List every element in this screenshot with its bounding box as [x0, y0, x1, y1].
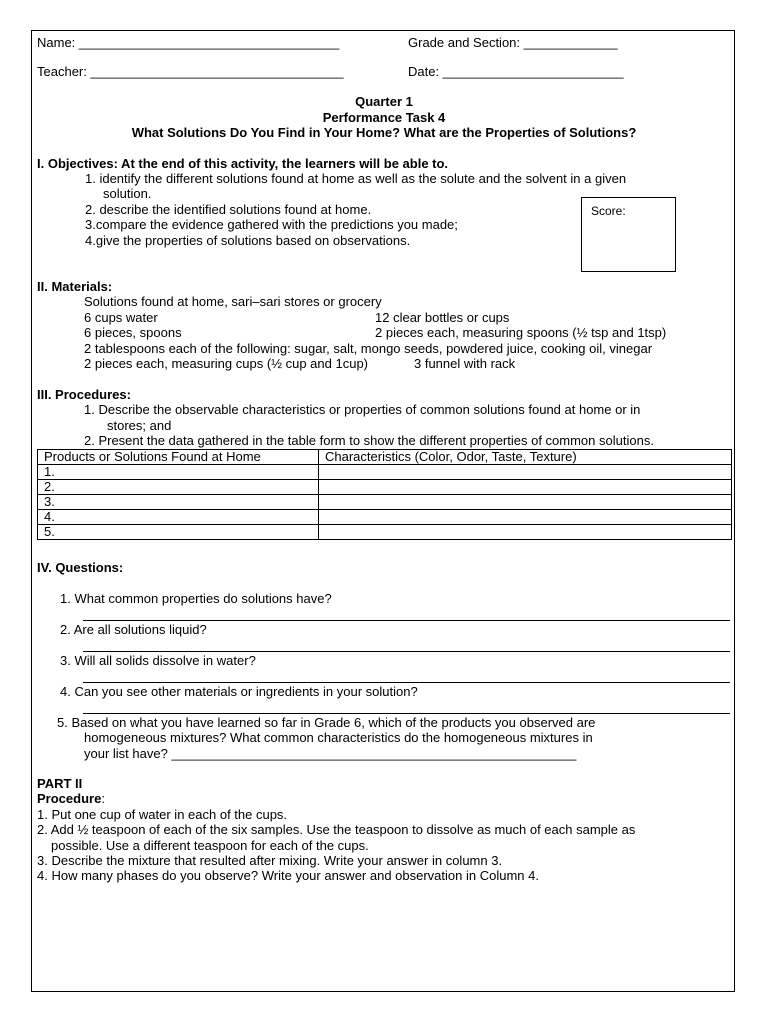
table-cell[interactable]: 3. — [38, 495, 319, 510]
table-cell[interactable] — [319, 465, 732, 480]
table-cell[interactable] — [319, 495, 732, 510]
answer-line[interactable] — [83, 620, 730, 621]
part2-heading: PART II — [37, 776, 83, 791]
materials-line: Solutions found at home, sari–sari stores or grocery — [84, 294, 382, 309]
table-header-row — [38, 450, 732, 465]
worksheet-page — [31, 30, 735, 992]
table-cell[interactable]: 4. — [38, 510, 319, 525]
procedure-item: 2. Present the data gathered in the table form to show the different properties of common solutions. — [84, 433, 654, 448]
table-header-characteristics: Characteristics (Color, Odor, Taste, Texture) — [319, 450, 732, 465]
table-row — [38, 465, 732, 480]
part2-step: possible. Use a different teaspoon for each of the cups. — [51, 838, 369, 853]
grade-section-field[interactable]: Grade and Section: _____________ — [408, 35, 618, 50]
materials-line: 2 tablespoons each of the following: sugar, salt, mongo seeds, powdered juice, cooking oil, vinegar — [84, 341, 653, 356]
table-header-products: Products or Solutions Found at Home — [38, 450, 319, 465]
materials-item: 6 cups water — [84, 310, 158, 325]
table-cell[interactable] — [319, 480, 732, 495]
score-label: Score: — [591, 204, 626, 218]
quarter-title: Quarter 1 — [355, 94, 413, 109]
part2-step: 3. Describe the mixture that resulted after mixing. Write your answer in column 3. — [37, 853, 503, 868]
teacher-field[interactable]: Teacher: ___________________________________ — [37, 64, 344, 79]
objectives-heading: I. Objectives: At the end of this activity, the learners will be able to. — [37, 156, 449, 171]
table-cell[interactable]: 1. — [38, 465, 319, 480]
question-item: 3. Will all solids dissolve in water? — [60, 653, 256, 668]
procedures-heading: III. Procedures: — [37, 387, 131, 402]
objective-item: solution. — [103, 186, 152, 201]
score-box[interactable] — [581, 197, 676, 272]
questions-heading: IV. Questions: — [37, 560, 124, 575]
materials-item: 2 pieces each, measuring spoons (½ tsp and 1tsp) — [375, 325, 667, 340]
question-item: 5. Based on what you have learned so far in Grade 6, which of the products you observed are — [57, 715, 596, 730]
table-cell[interactable] — [319, 510, 732, 525]
part2-step: 1. Put one cup of water in each of the cups. — [37, 807, 288, 822]
answer-line[interactable] — [83, 682, 730, 683]
part2-step: 4. How many phases do you observe? Write your answer and observation in Column 4. — [37, 868, 539, 883]
answer-line[interactable] — [83, 651, 730, 652]
objective-item: 2. describe the identified solutions found at home. — [85, 202, 372, 217]
date-field[interactable]: Date: _________________________ — [408, 64, 624, 79]
table-row — [38, 495, 732, 510]
answer-line[interactable] — [83, 713, 730, 714]
objective-item: 1. identify the different solutions found at home as well as the solute and the solvent in a given — [85, 171, 627, 186]
table-cell[interactable]: 5. — [38, 525, 319, 540]
materials-item: 2 pieces each, measuring cups (½ cup and 1cup) — [84, 356, 369, 371]
procedure-label — [37, 791, 105, 806]
task-title: Performance Task 4 — [322, 110, 446, 125]
objective-item: 4.give the properties of solutions based on observations. — [85, 233, 411, 248]
table-cell[interactable] — [319, 525, 732, 540]
table-row — [38, 480, 732, 495]
table-cell[interactable]: 2. — [38, 480, 319, 495]
objective-item: 3.compare the evidence gathered with the predictions you made; — [85, 217, 458, 232]
question-item: 2. Are all solutions liquid? — [60, 622, 207, 637]
procedure-item: stores; and — [107, 418, 172, 433]
materials-item: 3 funnel with rack — [414, 356, 516, 371]
table-row — [38, 525, 732, 540]
materials-item: 6 pieces, spoons — [84, 325, 182, 340]
page-title: What Solutions Do You Find in Your Home? What are the Properties of Solutions? — [131, 125, 637, 140]
procedure-label-colon: : — [101, 791, 105, 806]
question-item: homogeneous mixtures? What common characteristics do the homogeneous mixtures in — [84, 730, 593, 745]
table-row — [38, 510, 732, 525]
properties-table — [37, 449, 732, 540]
question-item[interactable]: your list have? ________________________________________________________ — [84, 746, 577, 761]
name-field[interactable]: Name: ____________________________________ — [37, 35, 340, 50]
procedure-label-text: Procedure — [37, 791, 102, 806]
question-item: 1. What common properties do solutions have? — [60, 591, 332, 606]
procedure-item: 1. Describe the observable characteristics or properties of common solutions found at home or in — [84, 402, 641, 417]
question-item: 4. Can you see other materials or ingredients in your solution? — [60, 684, 418, 699]
materials-heading: II. Materials: — [37, 279, 113, 294]
part2-step: 2. Add ½ teaspoon of each of the six samples. Use the teaspoon to dissolve as much of each sample as — [37, 822, 636, 837]
materials-item: 12 clear bottles or cups — [375, 310, 510, 325]
